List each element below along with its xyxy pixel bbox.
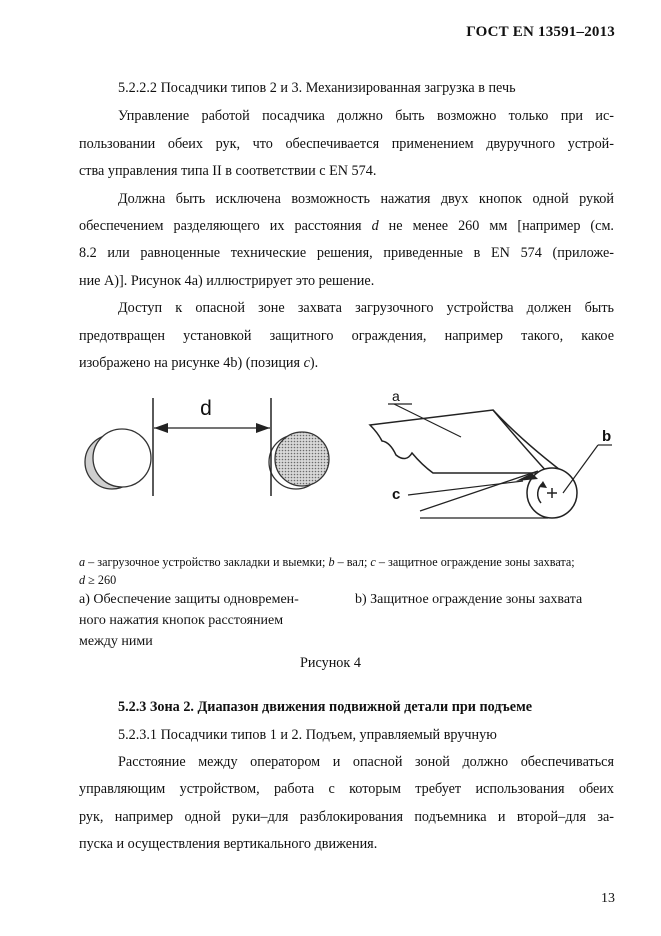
document-code: ГОСТ EN 13591–2013 bbox=[466, 24, 615, 40]
paragraph-line: рук, например одной руки–для разблокирования подъемника и второй–для за- bbox=[79, 809, 614, 825]
subcaption-a: между ними bbox=[79, 634, 153, 649]
paragraph-line: Доступ к опасной зоне захвата загрузочного устройства должен быть bbox=[118, 300, 614, 316]
subcaption-b: b) Защитное ограждение зоны захвата bbox=[355, 592, 583, 607]
paragraph-line: Должна быть исключена возможность нажатия двух кнопок одной рукой bbox=[118, 191, 614, 207]
paragraph-line: управляющим устройством, работа с которым требует использования обеих bbox=[79, 781, 614, 797]
subcaption-a: ного нажатия кнопок расстоянием bbox=[79, 613, 284, 628]
paragraph-line: изображено на рисунке 4b) (позиция c). bbox=[79, 355, 319, 371]
subcaption-a: а) Обеспечение защиты одновремен- bbox=[79, 592, 299, 607]
right-button bbox=[275, 432, 329, 486]
figure-legend: a – загрузочное устройство закладки и выемки; b – вал; c – защитное ограждение зоны захвата; bbox=[79, 555, 575, 569]
paragraph-line: Расстояние между оператором и опасной зоной должно обеспечиваться bbox=[118, 754, 614, 770]
figure-4b-guard-drawing bbox=[360, 385, 630, 525]
leader-line-c bbox=[408, 481, 523, 495]
section-heading: 5.2.3 Зона 2. Диапазон движения подвижной детали при подъеме bbox=[118, 699, 533, 715]
label-c: c bbox=[392, 486, 401, 503]
subsection-title: 5.2.3.1 Посадчики типов 1 и 2. Подъем, управляемый вручную bbox=[118, 727, 497, 743]
paragraph-line: Управление работой посадчика должно быть возможно только при ис- bbox=[118, 108, 614, 124]
label-b: b bbox=[602, 428, 612, 445]
figure-4a-buttons-drawing bbox=[80, 392, 350, 522]
loading-device-a bbox=[370, 410, 548, 473]
dimension-label-d: d bbox=[200, 397, 212, 420]
paragraph-line: пользовании обеих рук, что обеспечивается применением двуручного устрой- bbox=[79, 136, 614, 152]
left-button bbox=[93, 429, 151, 487]
figure-title: Рисунок 4 bbox=[300, 655, 361, 671]
label-a: a bbox=[392, 388, 400, 404]
variable-d: d bbox=[371, 218, 379, 234]
paragraph-line: пуска и осуществления вертикального движения. bbox=[79, 836, 378, 852]
page-number: 13 bbox=[601, 891, 615, 906]
leader-line-b bbox=[563, 445, 598, 493]
section-title: 5.2.2.2 Посадчики типов 2 и 3. Механизированная загрузка в печь bbox=[118, 80, 516, 96]
dimension-arrow-left bbox=[154, 423, 168, 433]
variable-c: c bbox=[303, 355, 310, 371]
figure-legend-distance: d ≥ 260 bbox=[79, 573, 117, 587]
paragraph-line: ства управления типа II в соответствии с EN 574. bbox=[79, 163, 377, 179]
paragraph-line: 8.2 или равноценные технические решения, приведенные в EN 574 (приложе- bbox=[79, 245, 614, 261]
paragraph-line: ние А)]. Рисунок 4а) иллюстрирует это решение. bbox=[79, 273, 375, 289]
dimension-arrow-right bbox=[256, 423, 270, 433]
paragraph-line: обеспечением разделяющего их расстояния d не менее 260 мм [например (см. bbox=[79, 218, 614, 234]
paragraph-line: предотвращен установкой защитного ограждения, например такого, какое bbox=[79, 328, 614, 344]
